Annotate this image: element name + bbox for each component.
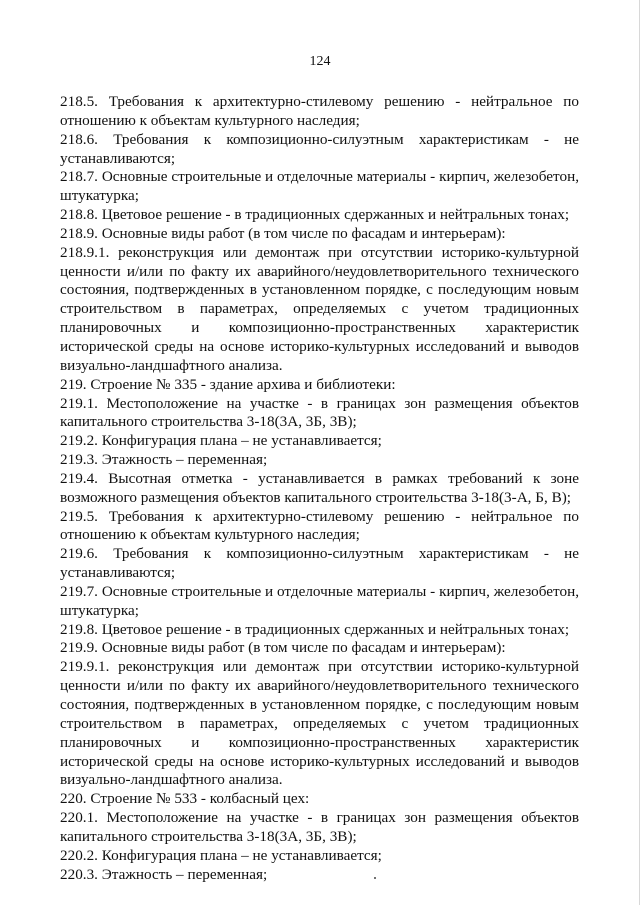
page-number: 124 — [309, 54, 331, 69]
text-line: 219.5. Требования к архитектурно-стилевому решению - нейтральное по — [60, 507, 579, 525]
text-line: 220.3. Этажность – переменная; — [60, 865, 268, 883]
text-line: капитального строительства 3-18(3А, 3Б, 3В); — [60, 827, 357, 845]
text-line: 218.5. Требования к архитектурно-стилевому решению - нейтральное по — [60, 93, 579, 110]
text-line: 219.9. Основные виды работ (в том числе по фасадам и интерьерам): — [60, 639, 506, 657]
text-line: капитального строительства 3-18(3А, 3Б, 3В); — [60, 413, 357, 431]
text-line: строительством в параметрах, определяемых с учетом традиционных — [60, 300, 579, 318]
text-line: 219.6. Требования к композиционно-силуэтным характеристикам - не — [60, 545, 579, 563]
text-line: ценности и/или по факту их аварийного/неудовлетворительного технического — [60, 262, 579, 280]
text-line: устанавливаются; — [60, 149, 176, 167]
text-line: 219.9.1. реконструкция или демонтаж при отсутствии историко-культурной — [60, 658, 579, 676]
text-line: 219.3. Этажность – переменная; — [60, 451, 268, 469]
text-line: 219.2. Конфигурация плана – не устанавливается; — [60, 432, 382, 450]
text-line: планировочных и композиционно-пространственных характеристик — [60, 319, 579, 337]
text-line: 218.9.1. реконструкция или демонтаж при отсутствии историко-культурной — [60, 243, 579, 261]
text-line: штукатурка; — [60, 187, 139, 205]
text-line: 220.2. Конфигурация плана – не устанавливается; — [60, 846, 382, 864]
text-line: 219. Строение № 335 - здание архива и библиотеки: — [60, 375, 396, 393]
text-line: 219.4. Высотная отметка - устанавливается в рамках требований к зоне — [60, 469, 579, 487]
scan-speck — [374, 877, 376, 879]
text-line: 219.7. Основные строительные и отделочные материалы - кирпич, железобетон, — [60, 582, 579, 600]
text-line: 218.8. Цветовое решение - в традиционных сдержанных и нейтральных тонах; — [60, 206, 570, 224]
text-line: отношению к объектам культурного наследия; — [60, 526, 360, 544]
text-line: ценности и/или по факту их аварийного/неудовлетворительного технического — [60, 677, 579, 695]
text-line: 218.6. Требования к композиционно-силуэтным характеристикам - не — [60, 130, 579, 148]
text-line: состояния, подтвержденных в установленном порядке, с последующим новым — [60, 696, 579, 713]
text-line: 220.1. Местоположение на участке - в границах зон размещения объектов — [60, 809, 579, 827]
text-line: отношению к объектам культурного наследия; — [60, 111, 360, 129]
text-line: возможного размещения объектов капитального строительства 3-18(3-А, Б, В); — [60, 488, 571, 506]
text-line: 218.9. Основные виды работ (в том числе по фасадам и интерьерам): — [60, 224, 506, 242]
text-line: визуально-ландшафтного анализа. — [60, 356, 283, 374]
text-line: 218.7. Основные строительные и отделочные материалы - кирпич, железобетон, — [60, 168, 579, 186]
text-line: визуально-ландшафтного анализа. — [60, 771, 283, 789]
text-line: исторической среды на основе историко-культурных исследований и выводов — [60, 752, 579, 770]
text-line: планировочных и композиционно-пространственных характеристик — [60, 733, 579, 751]
text-line: 219.8. Цветовое решение - в традиционных сдержанных и нейтральных тонах; — [60, 620, 570, 638]
text-line: 219.1. Местоположение на участке - в границах зон размещения объектов — [60, 394, 579, 412]
text-line: исторической среды на основе историко-культурных исследований и выводов — [60, 337, 579, 355]
text-line: строительством в параметрах, определяемых с учетом традиционных — [60, 714, 579, 732]
text-line: состояния, подтвержденных в установленном порядке, с последующим новым — [60, 281, 579, 299]
text-line: устанавливаются; — [60, 564, 176, 582]
text-line: штукатурка; — [60, 601, 139, 619]
text-line: 220. Строение № 533 - колбасный цех: — [60, 790, 310, 808]
document-body — [60, 93, 579, 884]
